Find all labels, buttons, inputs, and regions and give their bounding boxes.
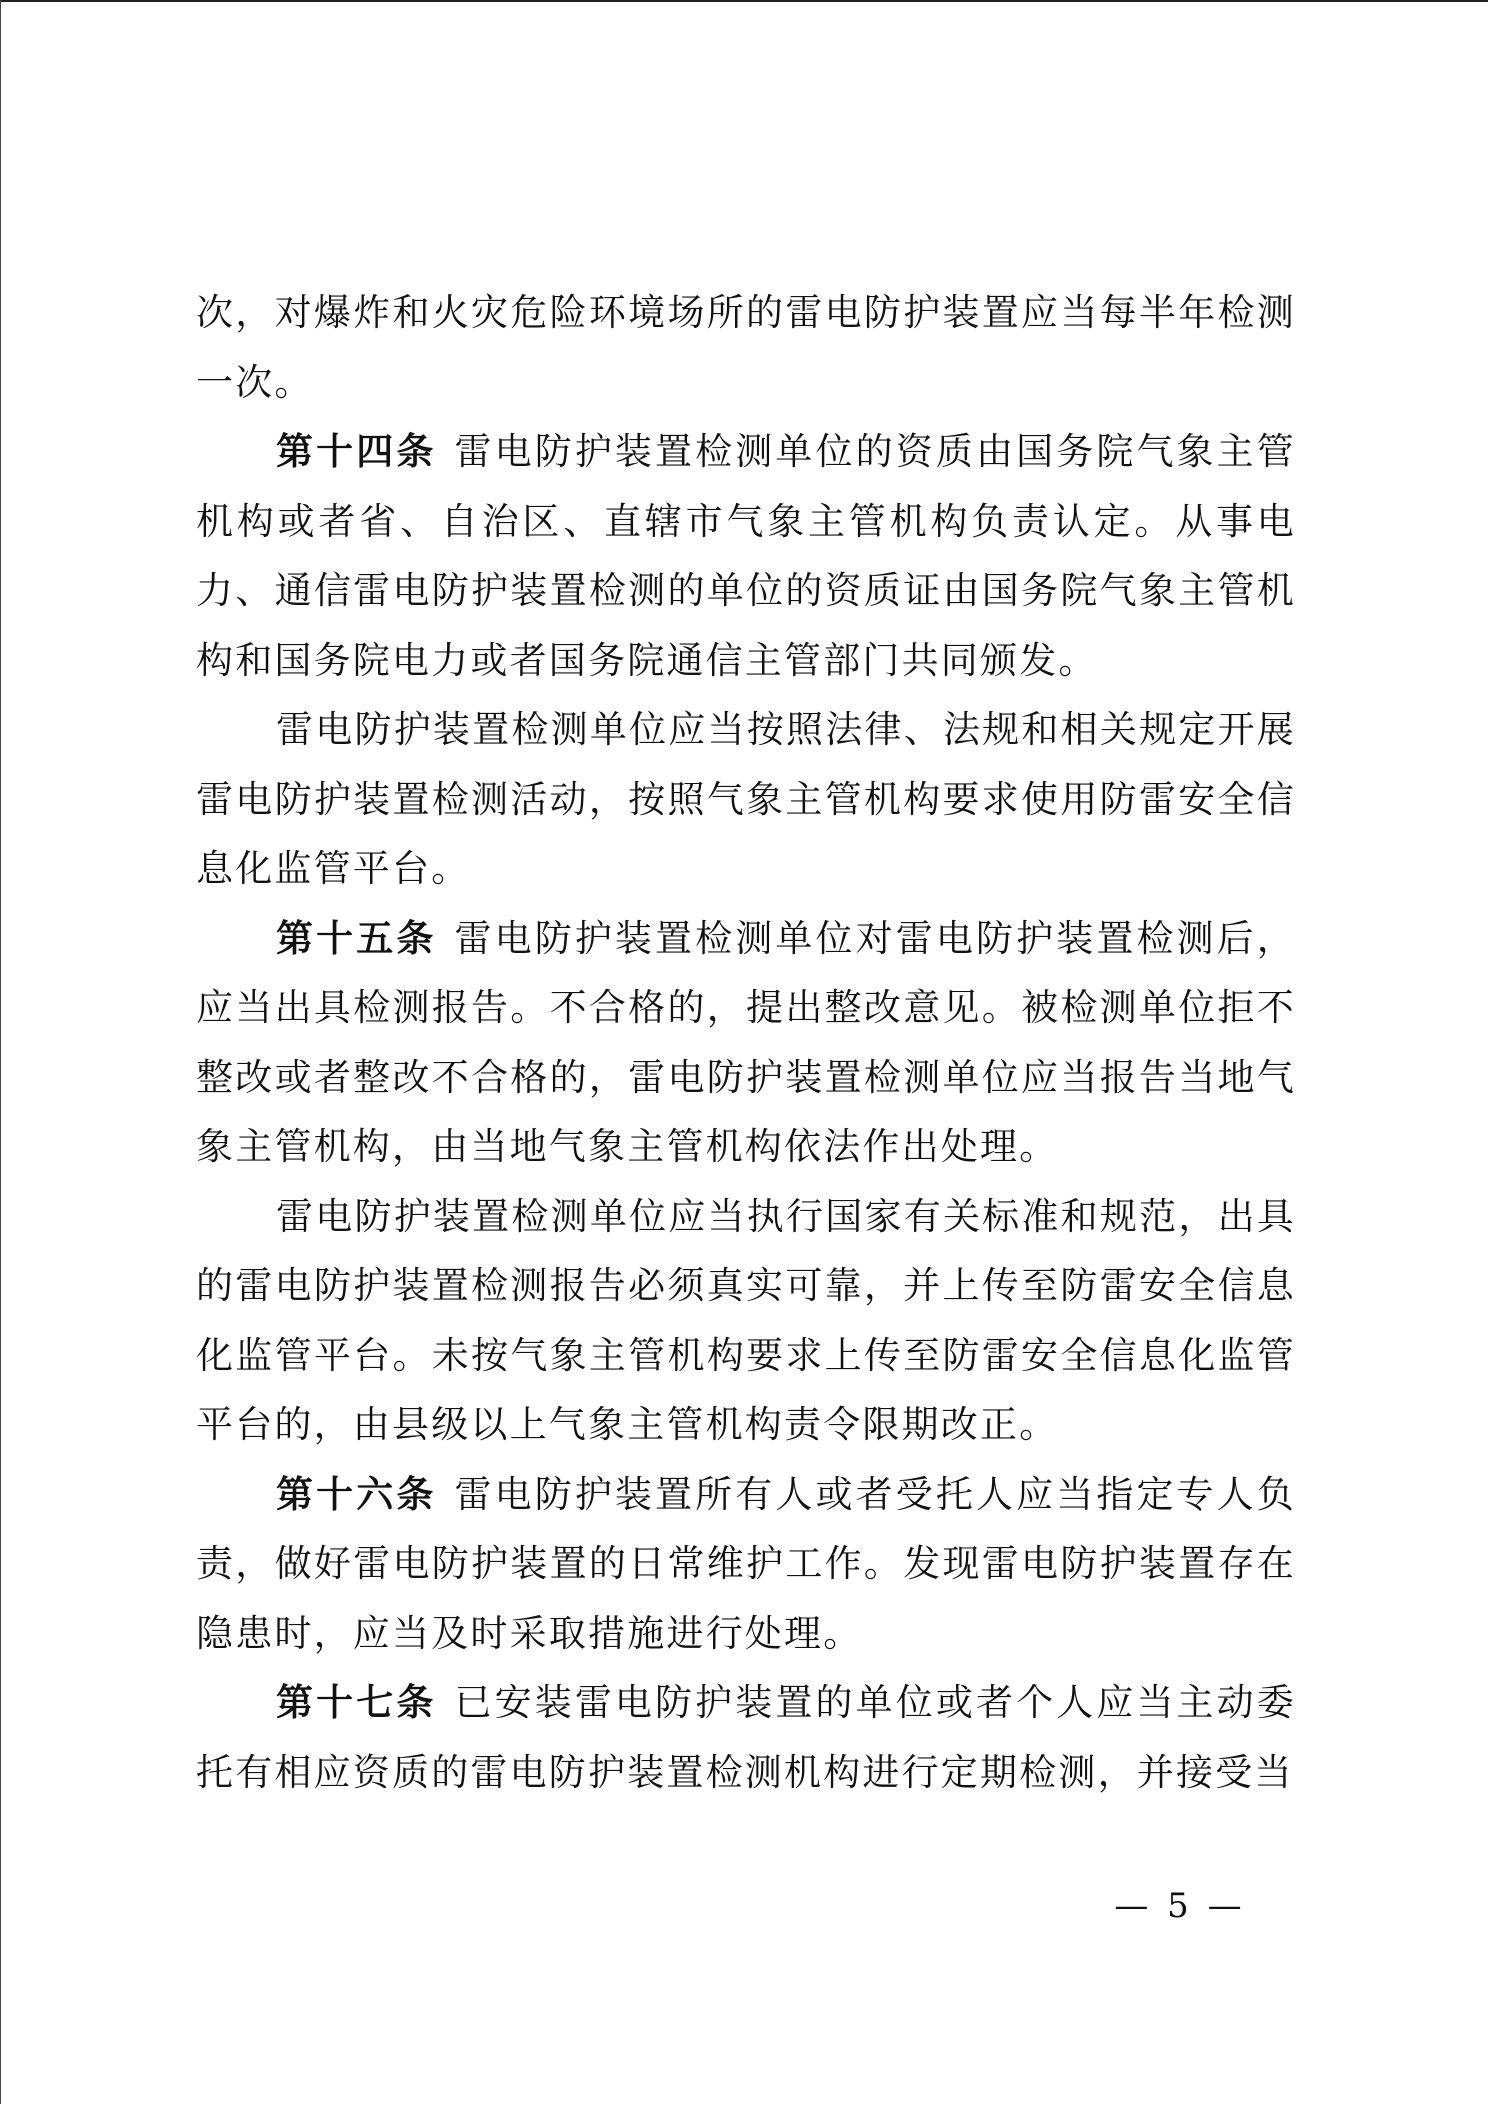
article-15-paragraph-2 <box>196 1182 1296 1460</box>
article-heading: 第十五条 <box>276 915 437 960</box>
page-left-edge <box>0 0 1 2104</box>
paragraph-text: 已安装雷电防护装置的单位或者个人应当主动委托有相应资质的雷电防护装置检测机构进行定期检测，并接受当 <box>196 1681 1296 1794</box>
paragraph-text: 雷电防护装置检测单位对雷电防护装置检测后，应当出具检测报告。不合格的，提出整改意见。被检测单位拒不整改或者整改不合格的，雷电防护装置检测单位应当报告当地气象主管机构，由当地气象主管机构依法作出处理。 <box>196 916 1296 1168</box>
article-17 <box>196 1668 1296 1807</box>
page-top-edge <box>0 0 1488 2</box>
article-heading: 第十七条 <box>276 1680 437 1724</box>
article-15 <box>196 904 1296 1182</box>
paragraph-text: 雷电防护装置检测单位的资质由国务院气象主管机构或者省、自治区、直辖市气象主管机构负责认定。从事电力、通信雷电防护装置检测的单位的资质证由国务院气象主管机构和国务院电力或者国务院通信主管部门共同颁发。 <box>196 430 1296 682</box>
paragraph-text: 次，对爆炸和火灾危险环境场所的雷电防护装置应当每半年检测一次。 <box>196 291 1296 404</box>
article-14 <box>196 417 1296 695</box>
paragraph-text: 雷电防护装置检测单位应当按照法律、法规和相关规定开展雷电防护装置检测活动，按照气象主管机构要求使用防雷安全信息化监管平台。 <box>196 708 1296 890</box>
article-heading: 第十六条 <box>276 1471 437 1516</box>
document-body <box>196 278 1296 1807</box>
page-number: — 5 — <box>1114 1886 1246 1926</box>
paragraph-continuation <box>196 278 1296 417</box>
article-14-paragraph-2 <box>196 695 1296 904</box>
paragraph-text: 雷电防护装置检测单位应当执行国家有关标准和规范，出具的雷电防护装置检测报告必须真实可靠，并上传至防雷安全信息化监管平台。未按气象主管机构要求上传至防雷安全信息化监管平台的，由县级以上气象主管机构责令限期改正。 <box>196 1194 1296 1446</box>
article-16 <box>196 1460 1296 1669</box>
article-heading: 第十四条 <box>276 429 437 473</box>
paragraph-text: 雷电防护装置所有人或者受托人应当指定专人负责，做好雷电防护装置的日常维护工作。发现雷电防护装置存在隐患时，应当及时采取措施进行处理。 <box>196 1472 1296 1655</box>
